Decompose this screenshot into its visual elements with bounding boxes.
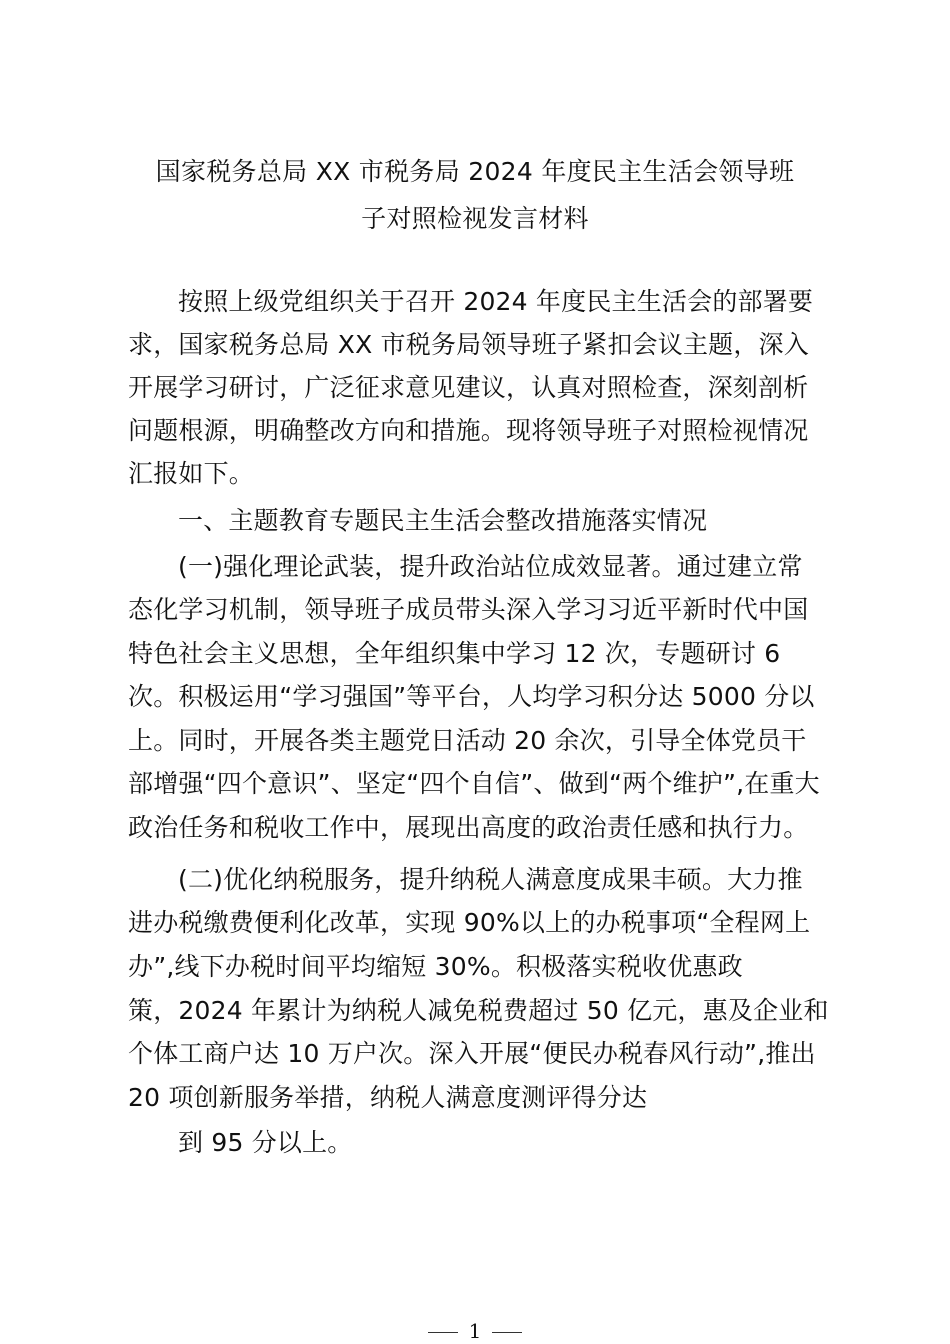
section-2-paragraph-line: 办”,线下办税时间平均缩短 30%。积极落实税收优惠政 xyxy=(128,952,743,981)
section-1-paragraph-line: 部增强“四个意识”、坚定“四个自信”、做到“两个维护”,在重大 xyxy=(128,769,820,798)
section-1-paragraph-line: 次。积极运用“学习强国”等平台，人均学习积分达 5000 分以 xyxy=(128,682,815,711)
page-number-right-dash xyxy=(492,1332,522,1333)
section-2-paragraph-line: 到 95 分以上。 xyxy=(178,1128,353,1157)
section-2-paragraph-line: (二)优化纳税服务，提升纳税人满意度成果丰硕。大力推 xyxy=(178,865,803,894)
intro-paragraph-line: 开展学习研讨，广泛征求意见建议，认真对照检查，深刻剖析 xyxy=(128,373,809,402)
section-1-paragraph-line: 上。同时，开展各类主题党日活动 20 余次，引导全体党员干 xyxy=(128,726,807,755)
intro-paragraph-line: 按照上级党组织关于召开 2024 年度民主生活会的部署要 xyxy=(178,287,814,316)
section-1-paragraph-line: 政治任务和税收工作中，展现出高度的政治责任感和执行力。 xyxy=(128,813,809,842)
section-1-paragraph-line: 特色社会主义思想，全年组织集中学习 12 次，专题研讨 6 xyxy=(128,639,781,668)
section-2-paragraph-line: 进办税缴费便利化改革，实现 90%以上的办税事项“全程网上 xyxy=(128,908,811,937)
intro-paragraph-line: 问题根源，明确整改方向和措施。现将领导班子对照检视情况 xyxy=(128,416,809,445)
section-heading: 一、主题教育专题民主生活会整改措施落实情况 xyxy=(178,506,708,535)
document-title-line-1: 国家税务总局 XX 市税务局 2024 年度民主生活会领导班 xyxy=(155,157,795,186)
intro-paragraph-line: 汇报如下。 xyxy=(128,459,255,488)
section-1-paragraph-line: 态化学习机制，领导班子成员带头深入学习习近平新时代中国 xyxy=(128,595,809,624)
page-number-left-dash xyxy=(428,1332,458,1333)
document-title-line-2: 子对照检视发言材料 xyxy=(361,204,589,233)
page-number: 1 xyxy=(468,1319,482,1343)
section-1-paragraph-line: (一)强化理论武装，提升政治站位成效显著。通过建立常 xyxy=(178,552,803,581)
section-2-paragraph-line: 个体工商户达 10 万户次。深入开展“便民办税春风行动”,推出 xyxy=(128,1039,816,1068)
intro-paragraph-line: 求，国家税务总局 XX 市税务局领导班子紧扣会议主题，深入 xyxy=(128,330,809,359)
section-2-paragraph-line: 策，2024 年累计为纳税人减免税费超过 50 亿元，惠及企业和 xyxy=(128,996,829,1025)
section-2-paragraph-line: 20 项创新服务举措，纳税人满意度测评得分达 xyxy=(128,1083,648,1112)
